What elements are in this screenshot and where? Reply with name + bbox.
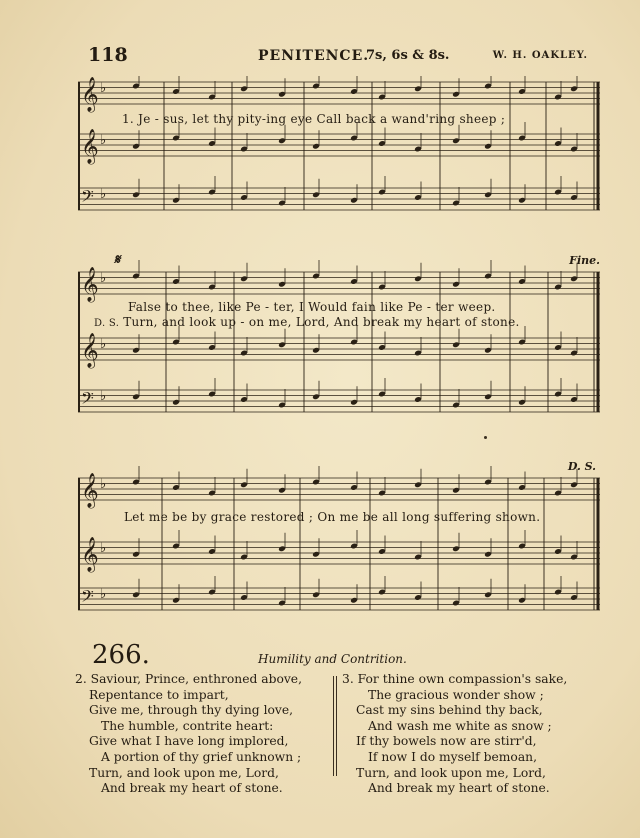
tune-meter: 7s, 6s & 8s. xyxy=(366,48,450,63)
ds-marker: D. S. xyxy=(567,460,596,473)
treble-clef: 𝄞 xyxy=(81,77,99,112)
treble-clef: 𝄞 xyxy=(81,129,99,164)
verse-line: And break my heart of stone. xyxy=(101,781,283,796)
music-staves-2 xyxy=(78,252,600,422)
music-system-3 xyxy=(78,458,600,618)
verse-line: Give me, through thy dying love, xyxy=(89,703,294,718)
verse-line: Repentance to impart, xyxy=(89,687,229,702)
key-signature-flat: ♭ xyxy=(100,81,107,96)
verse-line: 2. Saviour, Prince, enthroned above, xyxy=(75,672,302,686)
hymn-number: 266. xyxy=(92,640,150,670)
verse-line: Cast my sins behind thy back, xyxy=(356,703,543,718)
bass-clef: 𝄢 xyxy=(81,186,94,210)
lyric-line: 1. Je - sus, let thy pity-ing eye Call back a wand'ring sheep ; xyxy=(122,112,506,126)
music-staves-3 xyxy=(78,458,600,618)
verse-line: 3. For thine own compassion's sake, xyxy=(342,672,568,686)
verse-line: The humble, contrite heart: xyxy=(101,718,274,733)
verse-line: Turn, and look upon me, Lord, xyxy=(356,765,546,780)
key-signature-flat: ♭ xyxy=(100,541,107,556)
ds-label: D. S. xyxy=(94,318,120,329)
music-system-2 xyxy=(78,252,600,422)
verse-line: And wash me white as snow ; xyxy=(368,718,552,733)
verse-line: Give what I have long implored, xyxy=(89,734,289,749)
key-signature-flat: ♭ xyxy=(100,271,107,286)
verse-line: A portion of thy grief unknown ; xyxy=(101,749,302,764)
print-speck xyxy=(484,436,487,439)
verse-divider xyxy=(336,676,337,776)
hymn-subtitle: Humility and Contrition. xyxy=(258,652,407,666)
composer-name: W. H. OAKLEY. xyxy=(492,50,588,61)
lyric-line: Let me be by grace restored ; On me be all long suffering shown. xyxy=(124,510,541,524)
verse-line: Turn, and look upon me, Lord, xyxy=(89,765,279,780)
segno-marker: 𝄋 xyxy=(114,252,121,268)
treble-clef: 𝄞 xyxy=(81,267,99,302)
verse-2 xyxy=(75,672,302,797)
key-signature-flat: ♭ xyxy=(100,133,107,148)
lyric-text: Turn, and look up - on me, Lord, And break my heart of stone. xyxy=(123,315,520,329)
key-signature-flat: ♭ xyxy=(100,389,107,404)
key-signature-flat: ♭ xyxy=(100,187,107,202)
bass-clef: 𝄢 xyxy=(81,586,94,610)
bass-clef: 𝄢 xyxy=(81,388,94,412)
verse-line: If now I do myself bemoan, xyxy=(368,749,537,764)
verse-line: And break my heart of stone. xyxy=(368,781,550,796)
tune-title: PENITENCE. xyxy=(258,48,370,64)
key-signature-flat: ♭ xyxy=(100,337,107,352)
lyric-line: False to thee, like Pe - ter, I Would fain like Pe - ter weep. xyxy=(128,300,496,314)
music-system-1 xyxy=(78,76,600,218)
verse-line: If thy bowels now are stirr'd, xyxy=(356,734,537,749)
key-signature-flat: ♭ xyxy=(100,587,107,602)
lyric-line xyxy=(94,315,520,329)
music-staves-1 xyxy=(78,76,600,218)
verse-divider xyxy=(333,676,334,776)
treble-clef: 𝄞 xyxy=(81,473,99,508)
treble-clef: 𝄞 xyxy=(81,537,99,572)
key-signature-flat: ♭ xyxy=(100,477,107,492)
verse-3 xyxy=(342,672,567,797)
treble-clef: 𝄞 xyxy=(81,333,99,368)
fine-marker: Fine. xyxy=(569,254,600,267)
verse-line: The gracious wonder show ; xyxy=(368,687,544,702)
page-header xyxy=(88,44,588,68)
page-number: 118 xyxy=(88,44,128,66)
